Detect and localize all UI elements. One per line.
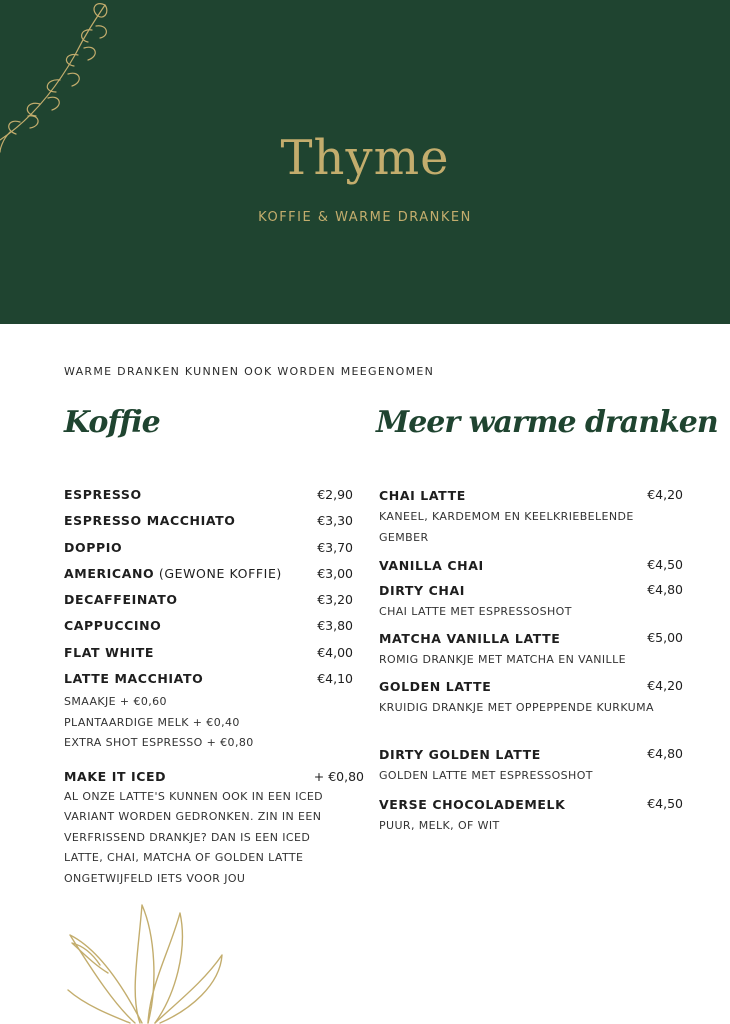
header-banner	[0, 0, 730, 324]
item-price: €3,80	[317, 618, 353, 634]
make-it-iced	[64, 768, 364, 890]
item-name: VANILLA CHAI	[379, 558, 484, 573]
item-name: DOPPIO	[64, 539, 123, 555]
iced-price: + €0,80	[313, 768, 364, 784]
item-price: €3,30	[317, 513, 353, 529]
item-name: DIRTY GOLDEN LATTE	[379, 747, 541, 762]
meer-warme-dranken-list	[379, 486, 683, 835]
menu-subtitle: KOFFIE & WARME DRANKEN	[258, 210, 472, 225]
plant-illustration-icon	[60, 895, 230, 1024]
menu-item	[64, 670, 364, 696]
item-name: CHAI LATTE	[379, 488, 466, 503]
item-description: KANEEL, KARDEMOM EN KEELKRIEBELENDE GEMBER	[379, 510, 634, 544]
menu-item	[64, 486, 364, 512]
item-name: DECAFFEINATO	[64, 592, 178, 608]
iced-description: AL ONZE LATTE'S KUNNEN OOK IN EEN ICED VARIANT WORDEN GEDRONKEN. ZIN IN EEN VERFRISSEND DRANKJE? DAN IS EEN ICED LATTE, CHAI, MATCHA OF GOLDEN LATTE ONGETWIJFELD IETS VOOR JOU	[64, 789, 324, 885]
item-price: €4,00	[317, 644, 353, 660]
item-name: CAPPUCCINO	[64, 618, 162, 634]
takeaway-note: WARME DRANKEN KUNNEN OOK WORDEN MEEGENOMEN	[64, 365, 435, 378]
item-price: €4,20	[647, 678, 683, 693]
menu-item	[379, 677, 683, 745]
menu-item	[379, 556, 683, 581]
item-price: €3,20	[317, 592, 353, 608]
item-price: €3,00	[317, 565, 353, 581]
menu-item	[379, 581, 683, 629]
item-price: €4,50	[647, 796, 683, 811]
menu-item	[64, 644, 364, 670]
iced-name: MAKE IT ICED	[64, 768, 167, 784]
menu-item	[64, 565, 364, 591]
menu-item	[379, 629, 683, 677]
item-price: €4,80	[647, 582, 683, 597]
extras-list	[64, 692, 364, 754]
item-name: DIRTY CHAI	[379, 583, 465, 598]
koffie-list	[64, 486, 364, 889]
menu-item	[64, 591, 364, 617]
item-description: PUUR, MELK, OF WIT	[379, 819, 500, 832]
menu-item	[64, 539, 364, 565]
item-price: €4,80	[647, 746, 683, 761]
item-name: LATTE MACCHIATO	[64, 671, 204, 687]
logo	[0, 130, 730, 186]
item-name: GOLDEN LATTE	[379, 679, 492, 694]
item-price: €4,10	[317, 671, 353, 687]
item-price: €2,90	[317, 487, 353, 502]
item-description: ROMIG DRANKJE MET MATCHA EN VANILLE	[379, 653, 626, 666]
item-name: VERSE CHOCOLADEMELK	[379, 797, 566, 812]
item-name: MATCHA VANILLA LATTE	[379, 631, 561, 646]
logo-text: Thyme	[280, 130, 450, 186]
item-description: KRUIDIG DRANKJE MET OPPEPPENDE KURKUMA	[379, 701, 654, 714]
menu-item	[379, 486, 683, 556]
menu-item	[64, 512, 364, 538]
item-extra: (GEWONE KOFFIE)	[154, 565, 282, 581]
item-price: €4,20	[647, 487, 683, 502]
item-price: €5,00	[647, 630, 683, 645]
item-description: CHAI LATTE MET ESPRESSOSHOT	[379, 605, 572, 618]
extra-option: PLANTAARDIGE MELK + €0,40	[64, 715, 240, 729]
item-name: ESPRESSO	[64, 487, 142, 502]
koffie-title: Koffie	[64, 405, 160, 440]
item-description: GOLDEN LATTE MET ESPRESSOSHOT	[379, 769, 593, 782]
item-name: ESPRESSO MACCHIATO	[64, 513, 236, 529]
item-name: AMERICANO (GEWONE KOFFIE)	[64, 565, 282, 581]
meer-warme-dranken-title: Meer warme dranken	[376, 405, 718, 440]
menu-item	[379, 745, 683, 795]
item-name: FLAT WHITE	[64, 644, 155, 660]
item-price: €3,70	[317, 539, 353, 555]
extra-option: EXTRA SHOT ESPRESSO + €0,80	[64, 736, 254, 750]
extra-option: SMAAKJE + €0,60	[64, 695, 167, 709]
menu-item	[64, 617, 364, 643]
item-price: €4,50	[647, 557, 683, 572]
menu-item	[379, 795, 683, 835]
